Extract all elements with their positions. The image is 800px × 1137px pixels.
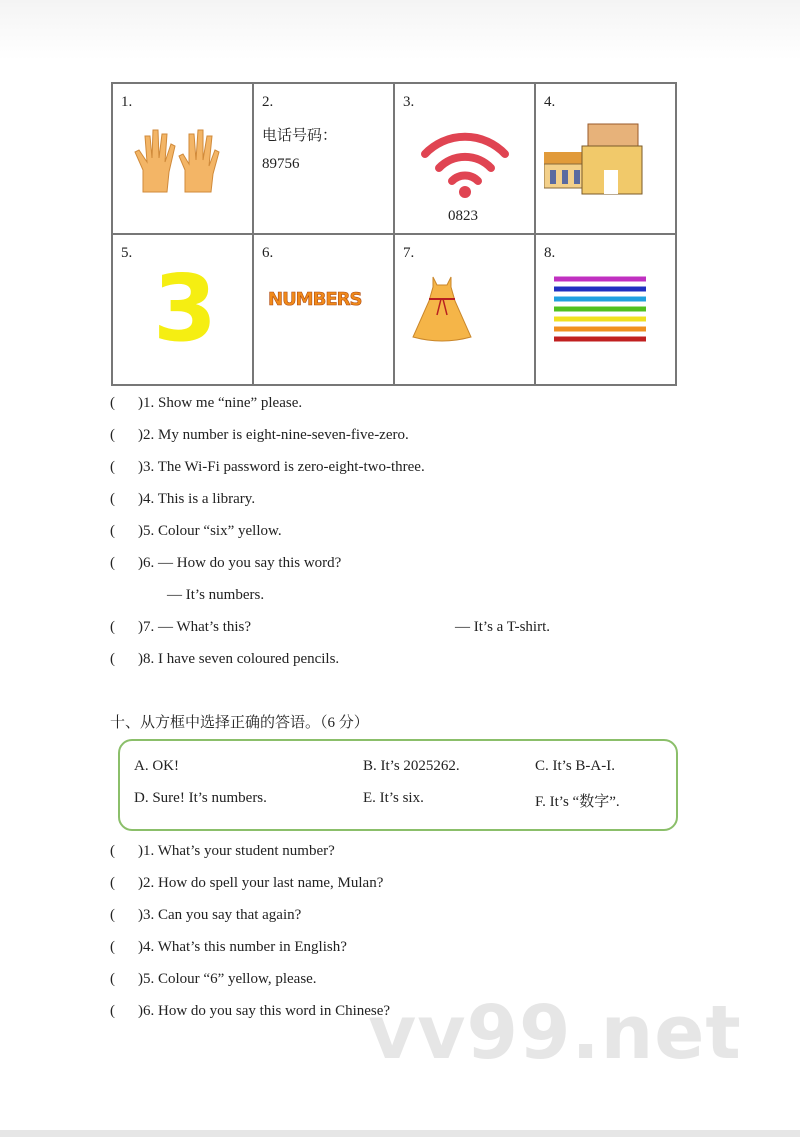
question-7-answer: — It’s a T-shirt. (455, 619, 551, 635)
option-c: C. It’s B-A-I. (535, 758, 615, 774)
question-8: ( )8. I have seven coloured pencils. (110, 651, 340, 667)
yellow-three-icon: 3 (153, 255, 218, 362)
option-a: A. OK! (134, 758, 179, 774)
section-title: 十、从方框中选择正确的答语。（6 分） (110, 715, 369, 731)
grid-cell-8 (535, 234, 676, 385)
phone-label: 电话号码： (262, 128, 338, 144)
hands-icon (131, 122, 226, 194)
cell-number: 5. (121, 245, 133, 261)
grid-cell-3 (394, 83, 535, 234)
question-4: ( )4. This is a library. (110, 491, 256, 507)
option-b: B. It’s 2025262. (363, 758, 460, 774)
cell-number: 6. (262, 245, 274, 261)
grid-cell-2 (253, 83, 394, 234)
numbers-word-art: NUMBERS (268, 289, 362, 310)
bottom-edge (0, 1130, 800, 1137)
wifi-password: 0823 (448, 208, 478, 224)
s10-question-5: ( )5. Colour “6” yellow, please. (110, 971, 317, 987)
picture-grid (111, 82, 677, 386)
s10-question-4: ( )4. What’s this number in English? (110, 939, 347, 955)
question-3: ( )3. The Wi-Fi password is zero-eight-two-three. (110, 459, 425, 475)
cell-number: 7. (403, 245, 415, 261)
grid-cell-1 (112, 83, 253, 234)
cell-number: 8. (544, 245, 556, 261)
option-e: E. It’s six. (363, 790, 424, 806)
top-shade (0, 0, 800, 60)
s10-question-6: ( )6. How do you say this word in Chinese? (110, 1003, 391, 1019)
question-7: ( )7. — What’s this? (110, 619, 252, 635)
grid-cell-7 (394, 234, 535, 385)
question-2: ( )2. My number is eight-nine-seven-five-zero. (110, 427, 409, 443)
grid-cell-6 (253, 234, 394, 385)
grid-cell-4 (535, 83, 676, 234)
cell-number: 4. (544, 94, 556, 110)
grid-cell-5 (112, 234, 253, 385)
watermark: vv99.net (368, 990, 742, 1076)
dress-icon (411, 275, 473, 343)
cell-number: 2. (262, 94, 274, 110)
options-box (118, 739, 678, 831)
phone-number: 89756 (262, 156, 300, 172)
question-5: ( )5. Colour “six” yellow. (110, 523, 282, 539)
s10-question-1: ( )1. What’s your student number? (110, 843, 335, 859)
library-icon (544, 120, 644, 200)
question-6-answer: — It’s numbers. (167, 587, 265, 603)
pencils-icon (546, 275, 650, 345)
question-1: ( )1. Show me “nine” please. (110, 395, 303, 411)
wifi-icon (419, 124, 511, 200)
s10-question-2: ( )2. How do spell your last name, Mulan? (110, 875, 384, 891)
cell-number: 1. (121, 94, 133, 110)
s10-question-3: ( )3. Can you say that again? (110, 907, 302, 923)
option-d: D. Sure! It’s numbers. (134, 790, 267, 806)
question-6: ( )6. — How do you say this word? (110, 555, 342, 571)
option-f: F. It’s “数字”. (535, 794, 620, 810)
cell-number: 3. (403, 94, 415, 110)
